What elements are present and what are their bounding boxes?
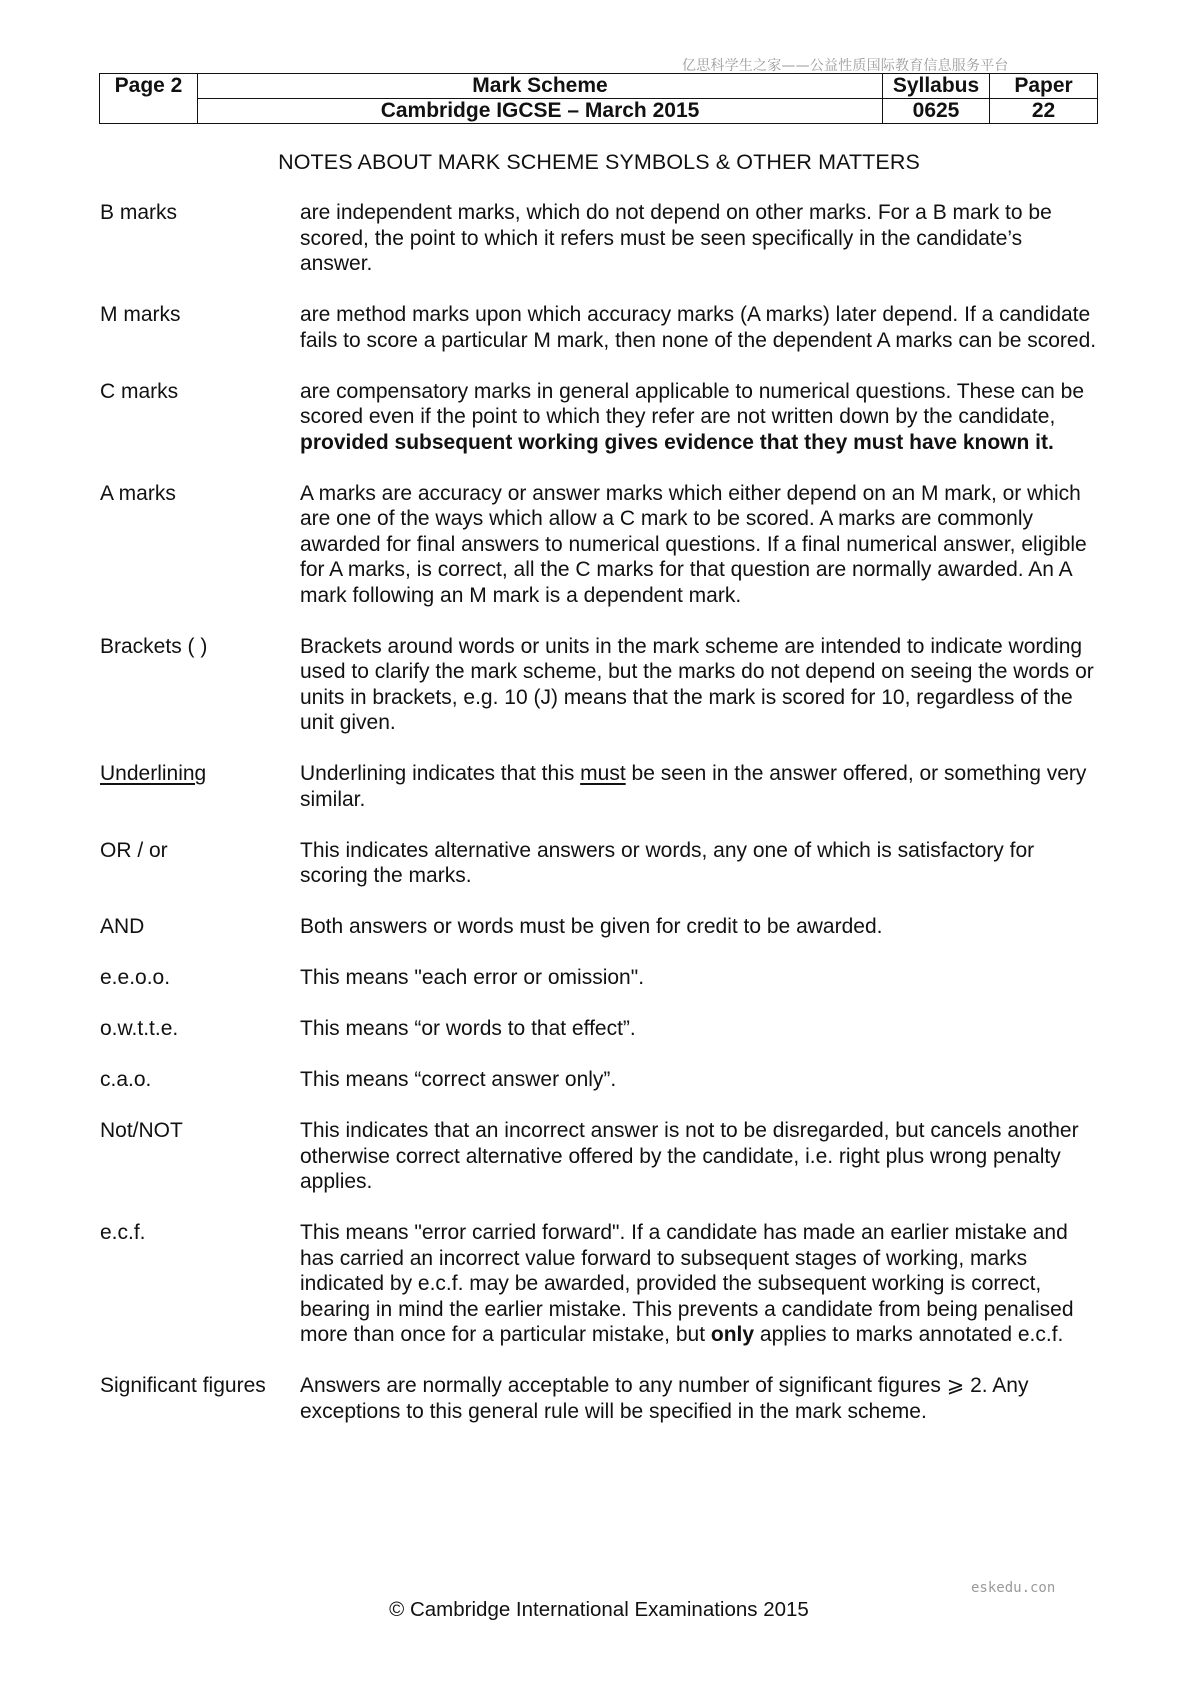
note-definition: are independent marks, which do not depend on other marks. For a B mark to be scored, the point to which it refers must be seen specifically in the candidate’s answer.: [300, 201, 1052, 275]
note-term: Not/NOT: [100, 1119, 183, 1142]
header-table: [99, 73, 1098, 124]
note-definition-bold: only: [710, 1323, 755, 1346]
note-definition: This means “or words to that effect”.: [300, 1017, 636, 1040]
note-definition: A marks are accuracy or answer marks which either depend on an M mark, or which are one of the ways which allow a C mark to be scored. A marks are commonly awarded for final answers to numerical questions. If a final numerical answer, eligible for A marks, is correct, all the C marks for that question are normally awarded. An A mark following an M mark is a dependent mark.: [300, 481, 1087, 607]
note-term: e.c.f.: [100, 1221, 146, 1244]
note-definition: This indicates alternative answers or words, any one of which is satisfactory for scoring the marks.: [300, 838, 1035, 887]
note-definition: [300, 379, 1100, 456]
note-term: o.w.t.t.e.: [100, 1017, 179, 1040]
note-definition: [300, 761, 1100, 812]
notes-title: NOTES ABOUT MARK SCHEME SYMBOLS & OTHER MATTERS: [278, 150, 920, 174]
note-term: B marks: [100, 201, 178, 224]
note-term: c.a.o.: [100, 1068, 152, 1091]
note-definition-underlined: must: [580, 762, 626, 785]
watermark-bottom: eskedu.con: [971, 1580, 1056, 1596]
note-c-marks: [100, 379, 1100, 456]
header-row-2: [100, 99, 1098, 124]
note-term: C marks: [100, 379, 179, 403]
note-eeoo: [100, 965, 1100, 991]
note-owtte: [100, 1016, 1100, 1042]
header-row-1: [100, 74, 1098, 99]
note-definition: [300, 1220, 1100, 1348]
note-not: [100, 1118, 1100, 1195]
note-cao: [100, 1067, 1100, 1093]
paper-value: 22: [990, 99, 1098, 124]
note-term: Significant figures: [100, 1374, 266, 1397]
note-definition-text: applies to marks annotated e.c.f.: [759, 1323, 1064, 1346]
note-definition: This indicates that an incorrect answer is not to be disregarded, but cancels another otherwise correct alternative offered by the candidate, i.e. right plus wrong penalty applies.: [300, 1119, 1079, 1193]
document-subtitle: Cambridge IGCSE – March 2015: [198, 99, 883, 124]
note-a-marks: [100, 481, 1100, 609]
note-term: e.e.o.o.: [100, 966, 171, 989]
watermark-top: 亿思科学生之家——公益性质国际教育信息服务平台: [682, 58, 1009, 74]
paper-label: Paper: [990, 74, 1098, 99]
syllabus-label: Syllabus: [883, 74, 990, 99]
note-b-marks: [100, 200, 1100, 277]
notes-list: [100, 200, 1100, 1450]
note-definition-bold: provided subsequent working gives evidence that they must have known it.: [300, 430, 1054, 454]
note-definition: Brackets around words or units in the mark scheme are intended to indicate wording used to clarify the mark scheme, but the marks do not depend on seeing the words or units in brackets, e.g. 10 (J) means that the mark is scored for 10, regardless of the unit given.: [300, 634, 1094, 734]
note-definition: are method marks upon which accuracy marks (A marks) later depend. If a candidate fails to score a particular M mark, then none of the dependent A marks can be scored.: [300, 303, 1097, 352]
note-significant-figures: [100, 1373, 1100, 1424]
note-definition: Both answers or words must be given for credit to be awarded.: [300, 915, 883, 938]
note-definition: Answers are normally acceptable to any number of significant figures ⩾ 2. Any exceptions to this general rule will be specified in the mark scheme.: [300, 1374, 1029, 1423]
page-number: Page 2: [100, 74, 198, 124]
note-term: Brackets ( ): [100, 634, 208, 658]
note-or: [100, 838, 1100, 889]
note-and: [100, 914, 1100, 940]
note-term: A marks: [100, 481, 176, 505]
note-ecf: [100, 1220, 1100, 1348]
footer-copyright: © Cambridge International Examinations 2015: [389, 1598, 809, 1621]
note-definition-text: Underlining indicates that this: [300, 762, 575, 785]
note-term: OR / or: [100, 838, 168, 862]
note-underlining: [100, 761, 1100, 812]
note-brackets: [100, 634, 1100, 736]
note-term: M marks: [100, 303, 181, 326]
note-definition-text: be seen in the answer offered, or something very similar.: [300, 762, 1087, 811]
note-definition-text: This means "error carried forward". If a candidate has made an earlier mistake and has carried an incorrect value forward to subsequent stages of working, marks indicated by e.c.f. may be awarded, provided the subsequent working is correct, bearing in mind the earlier mistake. This prevents a candidate from being penalised more than once for a particular mistake, but: [300, 1221, 1074, 1346]
note-m-marks: [100, 302, 1100, 353]
note-definition: This means "each error or omission".: [300, 966, 645, 989]
note-term: Underlining: [100, 762, 207, 785]
syllabus-value: 0625: [883, 99, 990, 124]
note-definition-text: are compensatory marks in general applicable to numerical questions. These can be scored even if the point to which they refer are not written down by the candidate,: [300, 379, 1085, 428]
document-title: Mark Scheme: [198, 74, 883, 99]
note-term: AND: [100, 915, 145, 938]
note-definition: This means “correct answer only”.: [300, 1068, 617, 1091]
